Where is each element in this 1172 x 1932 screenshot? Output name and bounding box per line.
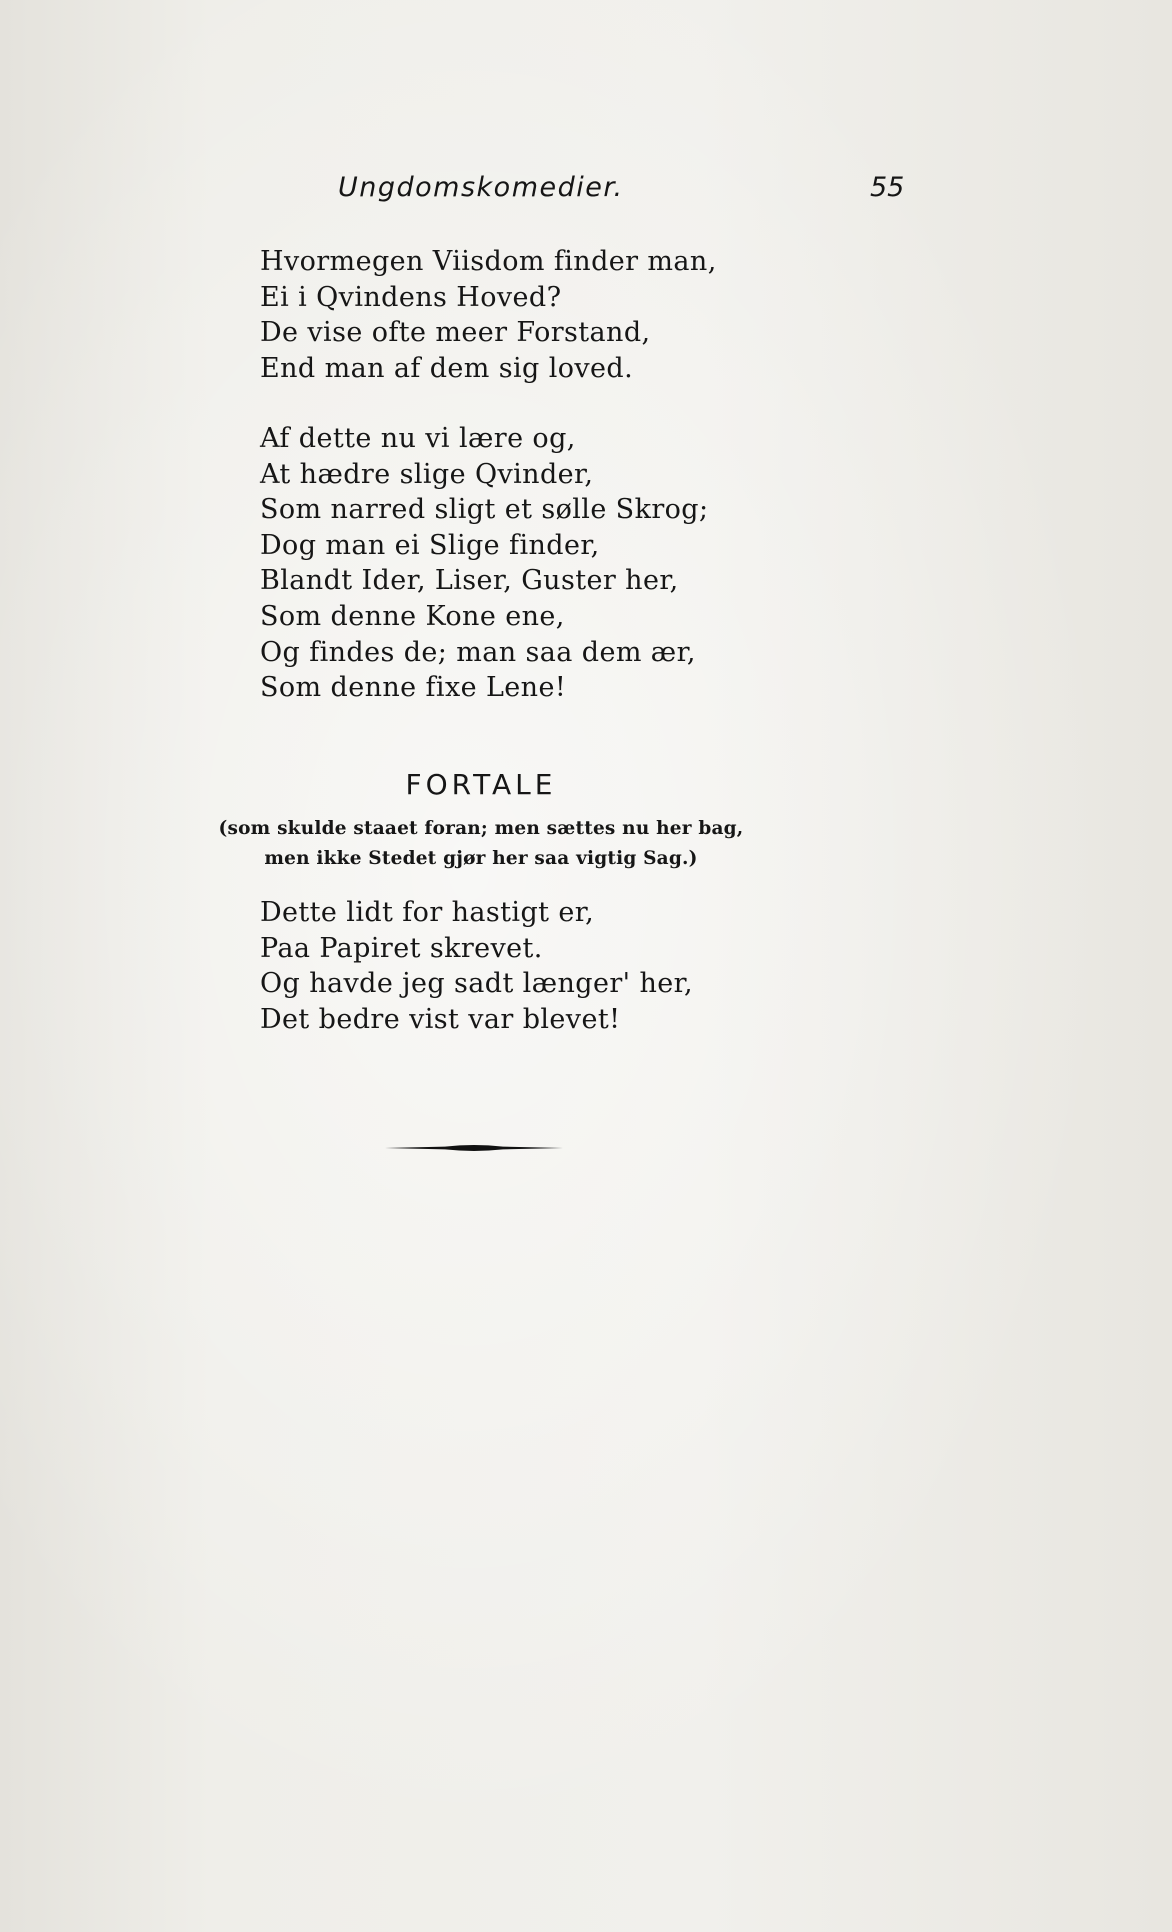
section-note-line: (som skulde staaet foran; men sættes nu her bag, xyxy=(218,818,744,839)
verse-line: Ei i Qvindens Hoved? xyxy=(260,281,562,313)
verse-line: Som narred sligt et sølle Skrog; xyxy=(260,494,709,526)
verse-line: Dog man ei Slige finder, xyxy=(260,529,600,561)
stanza-1 xyxy=(260,244,717,386)
section-note xyxy=(0,814,962,874)
section-note-line: men ikke Stedet gjør her saa vigtig Sag.) xyxy=(264,848,698,869)
verse-line: Hvormegen Viisdom finder man, xyxy=(260,246,717,277)
verse-line: Som denne fixe Lene! xyxy=(260,672,567,704)
verse-line: Af dette nu vi lære og, xyxy=(260,423,576,454)
verse-line: Blandt Ider, Liser, Guster her, xyxy=(260,565,679,597)
section-heading: FORTALE xyxy=(405,768,557,801)
verse-line: At hædre slige Qvinder, xyxy=(260,458,594,490)
stanza-2 xyxy=(260,421,708,706)
verse-line: Som denne Kone ene, xyxy=(260,600,565,632)
verse-line: Det bedre vist var blevet! xyxy=(260,1003,621,1035)
verse-line: Og havde jeg sadt længer' her, xyxy=(260,968,693,1000)
verse-line: De vise ofte meer Forstand, xyxy=(260,317,651,349)
stanza-3 xyxy=(260,895,693,1037)
verse-line: End man af dem sig loved. xyxy=(260,352,634,384)
page-number: 55 xyxy=(870,172,905,203)
verse-line: Dette lidt for hastigt er, xyxy=(260,897,595,928)
verse-line: Paa Papiret skrevet. xyxy=(260,932,543,964)
verse-line: Og findes de; man saa dem ær, xyxy=(260,636,696,668)
ornament-rule xyxy=(385,1143,563,1153)
running-head xyxy=(0,172,1172,212)
running-title: Ungdomskomedier. xyxy=(338,172,624,203)
